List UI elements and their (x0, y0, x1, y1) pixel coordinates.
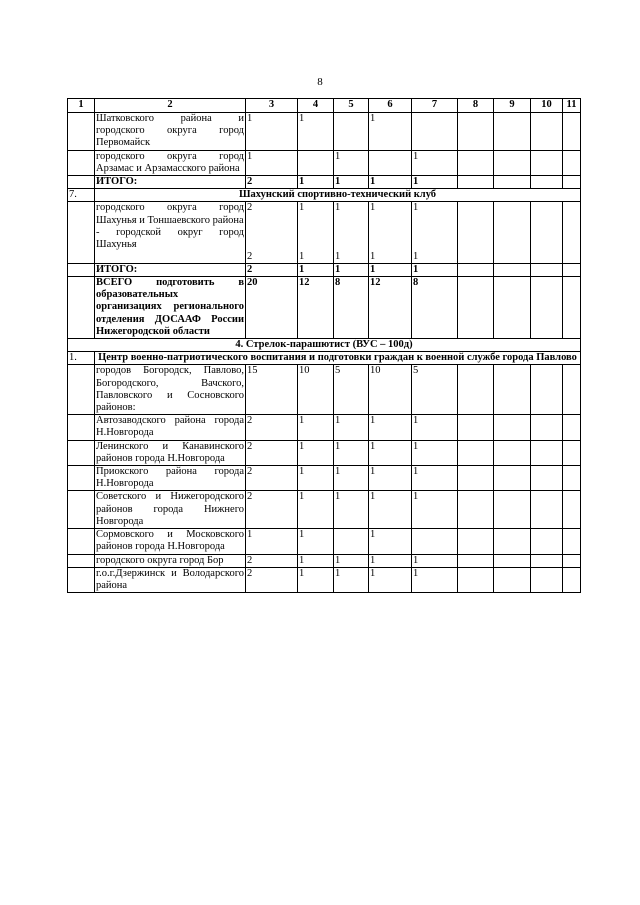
table-row (68, 263, 581, 276)
value-cell (246, 554, 298, 567)
value-cell (369, 466, 412, 491)
value-text: 1 (413, 150, 419, 162)
label-text: Шатковского района и городского округа город Первомайск (96, 113, 244, 149)
header-cell: 3 (246, 99, 298, 113)
value-text: 10 (370, 365, 381, 377)
section-title: Шахунский спортивно-технический клуб (95, 189, 581, 202)
row-number (68, 415, 95, 440)
label-text: Ленинского и Канавинского районов города Н.Новгорода (96, 440, 244, 464)
label-text: ИТОГО: (96, 263, 138, 275)
value-cell (412, 466, 458, 491)
label-text: городского округа город Шахунья и Тоншаевского района (96, 202, 244, 226)
table-row (68, 466, 581, 491)
value-text: 1 (247, 529, 253, 541)
value-text: 5 (413, 365, 419, 377)
value-text: 1 (335, 567, 341, 579)
value-subtext: 2 (247, 250, 253, 262)
value-text: 1 (335, 176, 341, 188)
value-cell (298, 202, 334, 263)
value-cell (369, 440, 412, 465)
value-subtext: 1 (299, 250, 305, 262)
value-text: 1 (370, 567, 376, 579)
empty-cell (531, 466, 563, 491)
value-text: 1 (299, 415, 305, 427)
value-cell (246, 491, 298, 529)
value-cell (412, 491, 458, 529)
value-text: 1 (370, 491, 376, 503)
value-text: 1 (299, 202, 305, 214)
empty-cell (531, 176, 563, 189)
table-row (68, 529, 581, 554)
table-row (68, 491, 581, 529)
value-cell (369, 150, 412, 175)
empty-cell (531, 529, 563, 554)
value-text: 1 (335, 491, 341, 503)
label-text: ИТОГО: (96, 176, 138, 188)
empty-cell (531, 263, 563, 276)
empty-cell (563, 554, 581, 567)
value-text: 2 (247, 176, 253, 188)
value-text: 10 (299, 365, 310, 377)
row-number (68, 466, 95, 491)
row-label (95, 113, 246, 151)
value-text: 1 (299, 466, 305, 478)
value-cell (246, 365, 298, 415)
value-text: 1 (370, 176, 376, 188)
value-cell (369, 415, 412, 440)
value-cell (412, 554, 458, 567)
value-cell (246, 202, 298, 263)
value-cell (412, 176, 458, 189)
value-text: 1 (335, 202, 341, 214)
empty-cell (494, 176, 531, 189)
empty-cell (563, 415, 581, 440)
value-cell (412, 113, 458, 151)
row-number: 1. (68, 352, 95, 365)
empty-cell (458, 567, 494, 592)
value-cell (246, 567, 298, 592)
empty-cell (531, 277, 563, 339)
value-text: 1 (247, 113, 253, 124)
empty-cell (563, 529, 581, 554)
value-cell (369, 529, 412, 554)
value-text: 1 (335, 415, 341, 427)
value-cell (412, 440, 458, 465)
row-number (68, 529, 95, 554)
label-text: г.о.г.Дзержинск и Володарского района (96, 567, 244, 591)
value-cell (412, 277, 458, 339)
empty-cell (494, 150, 531, 175)
table-row (68, 415, 581, 440)
label-text: городского округа город Бор (96, 554, 224, 566)
empty-cell (531, 150, 563, 175)
row-label (95, 466, 246, 491)
value-text: 15 (247, 365, 258, 377)
value-text: 2 (247, 491, 253, 503)
value-cell (412, 567, 458, 592)
value-cell (246, 113, 298, 151)
value-text: 20 (247, 277, 258, 289)
value-cell (334, 440, 369, 465)
empty-cell (563, 277, 581, 339)
value-cell (246, 150, 298, 175)
empty-cell (458, 176, 494, 189)
row-number (68, 202, 95, 263)
empty-cell (494, 554, 531, 567)
value-subtext: 1 (370, 250, 376, 262)
value-text: 1 (299, 263, 305, 275)
value-cell (369, 567, 412, 592)
value-cell (298, 529, 334, 554)
value-text: 1 (335, 554, 341, 566)
section-heading: 4. Стрелок-парашютист (ВУС – 100д) (68, 339, 581, 352)
row-number (68, 365, 95, 415)
value-cell (369, 202, 412, 263)
row-number (68, 277, 95, 339)
value-cell (334, 263, 369, 276)
empty-cell (563, 365, 581, 415)
label-subtext: - городской округ город Шахунья (96, 226, 244, 251)
row-label (95, 567, 246, 592)
empty-cell (458, 415, 494, 440)
empty-cell (458, 466, 494, 491)
table-row (68, 365, 581, 415)
row-number (68, 150, 95, 175)
table-row (68, 440, 581, 465)
value-cell (298, 567, 334, 592)
label-text: Автозаводского района города Н.Новгорода (96, 415, 244, 439)
value-text: 2 (247, 466, 253, 478)
row-number (68, 567, 95, 592)
value-cell (334, 554, 369, 567)
empty-cell (563, 263, 581, 276)
empty-cell (494, 491, 531, 529)
value-text: 1 (335, 150, 341, 162)
table-row (68, 176, 581, 189)
empty-cell (458, 529, 494, 554)
value-cell (334, 365, 369, 415)
value-text: 1 (413, 554, 419, 566)
value-text: 1 (370, 202, 376, 214)
value-cell (298, 365, 334, 415)
value-text: 1 (413, 176, 419, 188)
value-text: 8 (335, 277, 341, 289)
value-text: 1 (413, 440, 419, 452)
value-cell (369, 554, 412, 567)
row-number (68, 491, 95, 529)
value-cell (412, 202, 458, 263)
label-text: Приокского района города Н.Новгорода (96, 466, 244, 490)
empty-cell (494, 277, 531, 339)
value-text: 2 (247, 202, 253, 214)
empty-cell (494, 440, 531, 465)
value-cell (246, 466, 298, 491)
empty-cell (563, 466, 581, 491)
value-cell (246, 440, 298, 465)
value-cell (334, 113, 369, 151)
empty-cell (494, 415, 531, 440)
value-cell (412, 529, 458, 554)
table-row (68, 277, 581, 339)
row-label (95, 491, 246, 529)
value-text: 1 (370, 466, 376, 478)
label-text: ВСЕГО подготовить в образовательных организациях регионального отделения ДОСААФ России Нижегородской области (96, 277, 244, 337)
value-cell (412, 415, 458, 440)
value-text: 2 (247, 415, 253, 427)
value-subtext: 1 (335, 250, 341, 262)
empty-cell (458, 113, 494, 151)
header-cell: 9 (494, 99, 531, 113)
empty-cell (531, 440, 563, 465)
value-cell (412, 365, 458, 415)
value-text: 1 (299, 554, 305, 566)
value-cell (298, 113, 334, 151)
value-text: 1 (299, 176, 305, 188)
table-row (68, 189, 581, 202)
row-label (95, 263, 246, 276)
value-cell (298, 415, 334, 440)
table-row (68, 554, 581, 567)
empty-cell (458, 440, 494, 465)
empty-cell (458, 202, 494, 263)
value-cell (334, 466, 369, 491)
value-cell (334, 415, 369, 440)
value-cell (334, 176, 369, 189)
empty-cell (494, 365, 531, 415)
header-cell: 11 (563, 99, 581, 113)
empty-cell (563, 176, 581, 189)
row-number (68, 263, 95, 276)
allocation-table (67, 98, 581, 593)
value-text: 1 (370, 113, 376, 124)
label-text: Советского и Нижегородского районов города Нижнего Новгорода (96, 491, 244, 527)
empty-cell (531, 415, 563, 440)
empty-cell (458, 277, 494, 339)
empty-cell (563, 491, 581, 529)
empty-cell (563, 202, 581, 263)
value-text: 1 (335, 263, 341, 275)
empty-cell (458, 554, 494, 567)
table-row (68, 150, 581, 175)
value-cell (369, 176, 412, 189)
value-text: 1 (299, 440, 305, 452)
value-cell (334, 491, 369, 529)
value-cell (334, 529, 369, 554)
label-text: городов Богородск, Павлово, Богородского, Вачского, Павловского и Сосновского районов: (96, 365, 244, 414)
value-cell (412, 150, 458, 175)
value-cell (246, 415, 298, 440)
row-label (95, 176, 246, 189)
value-text: 1 (413, 202, 419, 214)
empty-cell (531, 113, 563, 151)
header-cell: 2 (95, 99, 246, 113)
value-subtext: 1 (413, 250, 419, 262)
empty-cell (531, 202, 563, 263)
value-cell (246, 277, 298, 339)
value-cell (369, 277, 412, 339)
value-text: 1 (370, 440, 376, 452)
value-cell (298, 277, 334, 339)
value-text: 1 (413, 491, 419, 503)
value-text: 1 (335, 440, 341, 452)
header-cell: 7 (412, 99, 458, 113)
empty-cell (494, 567, 531, 592)
value-text: 1 (370, 554, 376, 566)
table-row (68, 567, 581, 592)
value-cell (334, 277, 369, 339)
value-text: 12 (299, 277, 310, 289)
value-cell (298, 491, 334, 529)
value-cell (369, 491, 412, 529)
value-text: 1 (370, 263, 376, 275)
header-cell: 1 (68, 99, 95, 113)
value-text: 1 (413, 567, 419, 579)
value-cell (369, 113, 412, 151)
value-text: 8 (413, 277, 419, 289)
table-row (68, 339, 581, 352)
row-label (95, 150, 246, 175)
row-label (95, 415, 246, 440)
empty-cell (458, 365, 494, 415)
row-number (68, 440, 95, 465)
empty-cell (494, 113, 531, 151)
value-cell (298, 440, 334, 465)
row-number: 7. (68, 189, 95, 202)
header-cell: 10 (531, 99, 563, 113)
value-text: 1 (299, 113, 305, 124)
value-cell (298, 176, 334, 189)
empty-cell (563, 150, 581, 175)
value-text: 1 (413, 466, 419, 478)
value-cell (334, 567, 369, 592)
row-label (95, 529, 246, 554)
value-cell (334, 150, 369, 175)
value-text: 1 (299, 567, 305, 579)
value-text: 2 (247, 567, 253, 579)
value-text: 2 (247, 440, 253, 452)
header-cell: 5 (334, 99, 369, 113)
header-cell: 4 (298, 99, 334, 113)
value-cell (369, 365, 412, 415)
table-row (68, 352, 581, 365)
empty-cell (563, 113, 581, 151)
value-cell (246, 263, 298, 276)
row-label (95, 202, 246, 263)
empty-cell (531, 554, 563, 567)
row-label (95, 554, 246, 567)
empty-cell (458, 263, 494, 276)
value-text: 2 (247, 263, 253, 275)
value-text: 1 (370, 415, 376, 427)
value-text: 1 (247, 150, 253, 162)
value-text: 5 (335, 365, 341, 377)
table-row (68, 202, 581, 263)
value-cell (298, 263, 334, 276)
value-cell (334, 202, 369, 263)
row-label (95, 365, 246, 415)
row-label (95, 440, 246, 465)
value-text: 1 (299, 491, 305, 503)
value-cell (246, 176, 298, 189)
row-label (95, 277, 246, 339)
empty-cell (494, 466, 531, 491)
row-number (68, 113, 95, 151)
value-cell (298, 150, 334, 175)
page-number: 8 (317, 76, 323, 88)
empty-cell (494, 202, 531, 263)
header-cell: 6 (369, 99, 412, 113)
label-text: Сормовского и Московского районов города Н.Новгорода (96, 529, 244, 553)
value-cell (369, 263, 412, 276)
value-cell (412, 263, 458, 276)
empty-cell (531, 491, 563, 529)
header-cell: 8 (458, 99, 494, 113)
empty-cell (563, 567, 581, 592)
value-text: 12 (370, 277, 381, 289)
section-title: Центр военно-патриотического воспитания и подготовки граждан к военной службе города Павлово (95, 352, 581, 365)
empty-cell (563, 440, 581, 465)
table-row (68, 113, 581, 151)
value-text: 2 (247, 554, 253, 566)
empty-cell (458, 150, 494, 175)
value-text: 1 (335, 466, 341, 478)
value-text: 1 (413, 263, 419, 275)
value-text: 1 (413, 415, 419, 427)
value-cell (246, 529, 298, 554)
header-row (68, 99, 581, 113)
value-cell (298, 466, 334, 491)
empty-cell (494, 529, 531, 554)
value-text: 1 (370, 529, 376, 541)
row-number (68, 176, 95, 189)
empty-cell (531, 567, 563, 592)
value-text: 1 (299, 529, 305, 541)
empty-cell (458, 491, 494, 529)
row-number (68, 554, 95, 567)
empty-cell (494, 263, 531, 276)
value-cell (298, 554, 334, 567)
empty-cell (531, 365, 563, 415)
label-text: городского округа город Арзамас и Арзамасского района (96, 150, 244, 174)
